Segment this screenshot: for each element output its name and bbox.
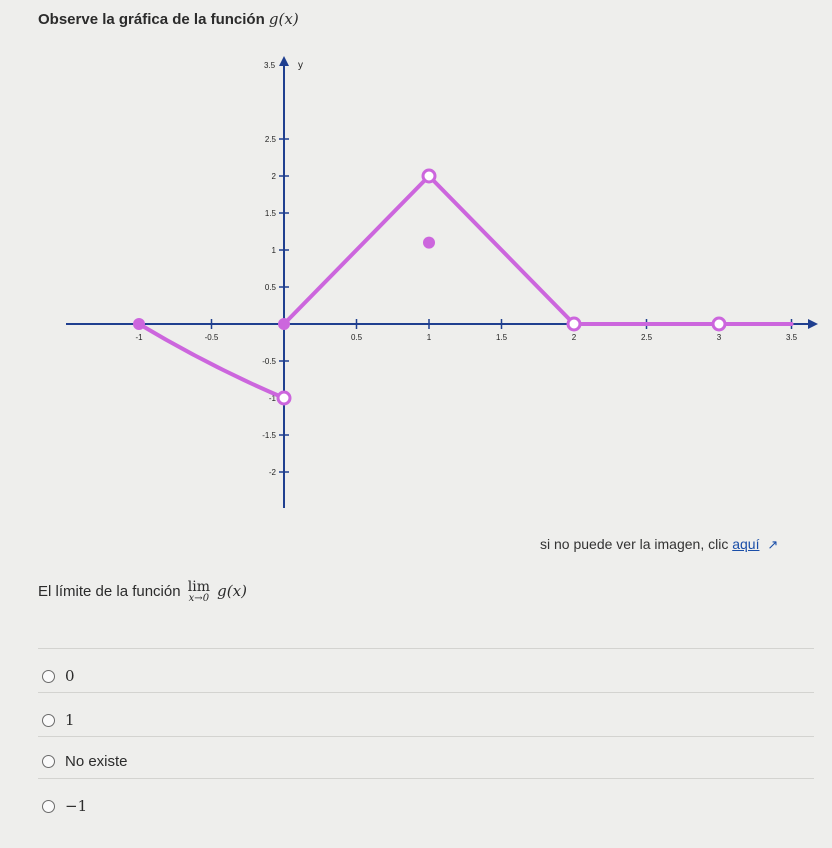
divider xyxy=(38,778,814,779)
radio-button[interactable] xyxy=(42,714,55,727)
question-title-math: g(x) xyxy=(268,10,299,28)
x-tick-label: 2 xyxy=(571,333,577,342)
y-tick-label: 2.5 xyxy=(264,135,276,144)
line-segment xyxy=(284,176,429,324)
option-label: 1 xyxy=(65,711,75,729)
x-tick-label: 3 xyxy=(716,333,722,342)
radio-button[interactable] xyxy=(42,755,55,768)
graph-svg xyxy=(0,40,832,530)
x-tick-label: 2.5 xyxy=(640,333,653,342)
option-label: 0 xyxy=(65,667,75,685)
divider xyxy=(38,648,814,649)
limit-subscript: x→0 xyxy=(188,593,210,604)
y-tick-label: 1 xyxy=(271,246,276,255)
limit-lim: lim xyxy=(187,579,210,595)
open-point xyxy=(278,392,290,404)
divider xyxy=(38,736,814,737)
divider xyxy=(38,692,814,693)
open-point xyxy=(423,170,435,182)
prompt-text: El límite de la función xyxy=(38,582,181,600)
closed-point xyxy=(278,318,290,330)
x-tick-label: -1 xyxy=(135,333,143,342)
question-title xyxy=(38,10,299,28)
alt-image-link[interactable]: aquí xyxy=(732,536,760,552)
radio-button[interactable] xyxy=(42,670,55,683)
open-point xyxy=(713,318,725,330)
limit-notation xyxy=(188,580,210,604)
question-prompt xyxy=(38,580,247,604)
y-top-label: 3.5 xyxy=(264,61,276,70)
y-tick-label: -1.5 xyxy=(262,431,276,440)
y-tick-label: 1.5 xyxy=(264,209,276,218)
radio-button[interactable] xyxy=(42,800,55,813)
x-tick-label: 3.5 xyxy=(785,333,798,342)
y-tick-label: -1 xyxy=(268,394,276,403)
x-tick-label: -0.5 xyxy=(204,333,219,342)
closed-point xyxy=(423,237,435,249)
x-tick-label: 1 xyxy=(426,333,432,342)
option-label: No existe xyxy=(65,753,128,770)
y-tick-label: -2 xyxy=(268,468,276,477)
option-0[interactable] xyxy=(42,667,75,685)
y-tick-label: 2 xyxy=(271,172,276,181)
question-title-text: Observe la gráfica de la función xyxy=(38,11,265,28)
external-link-icon[interactable]: ↗ xyxy=(767,537,779,552)
option-no-existe[interactable] xyxy=(42,753,128,770)
y-tick-label: -0.5 xyxy=(262,357,276,366)
open-point xyxy=(568,318,580,330)
alt-image-text: si no puede ver la imagen, clic xyxy=(540,536,729,552)
x-tick-label: 1.5 xyxy=(495,333,508,342)
limit-function: g(x) xyxy=(217,581,247,600)
function-graph xyxy=(0,40,832,530)
x-tick-label: 0.5 xyxy=(350,333,363,342)
y-axis-arrow xyxy=(279,56,289,66)
x-axis-arrow xyxy=(808,319,818,329)
closed-point xyxy=(133,318,145,330)
option-label: −1 xyxy=(65,797,88,815)
y-tick-label: 0.5 xyxy=(264,283,276,292)
option-minus-1[interactable] xyxy=(42,797,87,815)
y-axis-label: y xyxy=(298,60,303,71)
line-segment xyxy=(429,176,574,324)
option-1[interactable] xyxy=(42,711,75,729)
alt-image-notice xyxy=(540,536,778,553)
